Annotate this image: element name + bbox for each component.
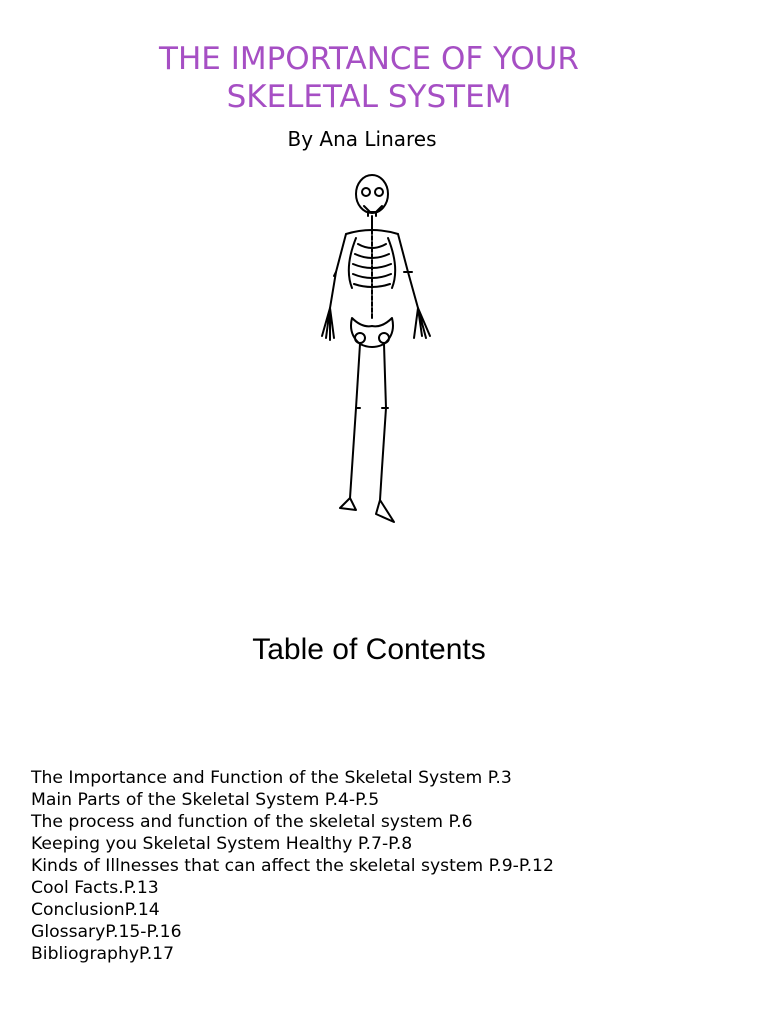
toc-heading: Table of Contents [252, 633, 486, 666]
toc-item: Kinds of Illnesses that can affect the skeletal system P.9-P.12 [31, 856, 554, 876]
toc-item: Main Parts of the Skeletal System P.4-P.5 [31, 790, 380, 810]
title-line-2: SKELETAL SYSTEM [226, 79, 512, 115]
toc-item: BibliographyP.17 [31, 944, 175, 964]
toc-item: The process and function of the skeletal system P.6 [31, 812, 473, 832]
toc-item: The Importance and Function of the Skeletal System P.3 [31, 768, 512, 788]
toc-item: Cool Facts.P.13 [31, 878, 159, 898]
author-byline: By Ana Linares [287, 127, 437, 151]
toc-item: ConclusionP.14 [31, 900, 160, 920]
toc-list [31, 767, 554, 965]
skeleton-illustration-icon [300, 168, 450, 528]
document-title [0, 40, 738, 116]
toc-item: GlossaryP.15-P.16 [31, 922, 182, 942]
title-line-1: THE IMPORTANCE OF YOUR [159, 41, 579, 77]
toc-item: Keeping you Skeletal System Healthy P.7-P.8 [31, 834, 413, 854]
